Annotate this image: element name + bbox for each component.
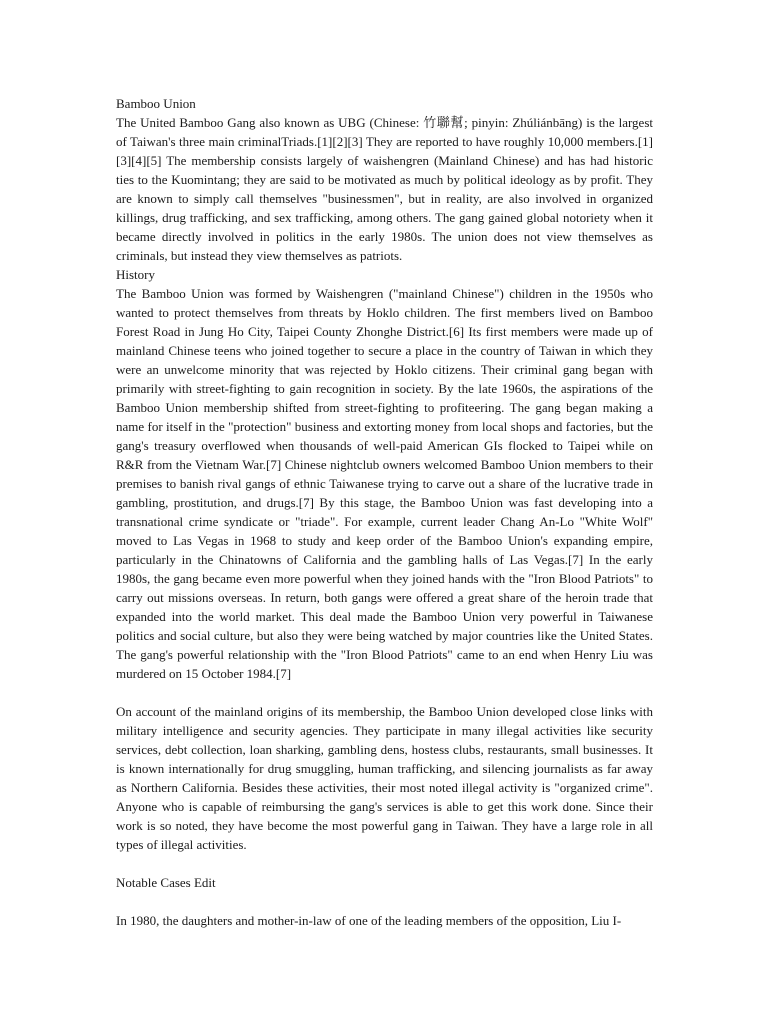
notable-cases-paragraph: In 1980, the daughters and mother-in-law of one of the leading members of the opposition, Liu I- [116,913,622,928]
paragraph-spacer [116,892,653,911]
document-title: Bamboo Union [116,96,196,111]
notable-cases-heading: Notable Cases Edit [116,875,216,890]
document-page [116,94,653,930]
activities-paragraph: On account of the mainland origins of its membership, the Bamboo Union developed close links with military intelligence and security agencies. They participate in many illegal activities like security services, debt collection, loan sharking, gambling dens, hostess clubs, restaurants, small businesses. It is known internationally for drug smuggling, human trafficking, and silencing journalists as far away as Northern California. Besides these activities, their most noted illegal activity is "organized crime". Anyone who is capable of reimbursing the gang's services is able to get this work done. Since their work is so noted, they have become the most powerful gang in Taiwan. They have a large role in all types of illegal activities. [116,704,653,852]
paragraph-spacer [116,683,653,702]
paragraph-spacer [116,854,653,873]
history-heading: History [116,267,155,282]
intro-paragraph: The United Bamboo Gang also known as UBG (Chinese: 竹聯幫; pinyin: Zhúliánbāng) is the largest of Taiwan's three main criminalTriads.[1][2][3] They are reported to have roughly 10,000 members.[1][3][4][5] The membership consists largely of waishengren (Mainland Chinese) and has had historic ties to the Kuomintang; they are said to be motivated as much by political ideology as by profit. They are known to simply call themselves "businessmen", but in reality, are also involved in organized killings, drug trafficking, and sex trafficking, among others. The gang gained global notoriety when it became directly involved in politics in the early 1980s. The union does not view themselves as criminals, but instead they view themselves as patriots. [116,115,653,263]
history-paragraph: The Bamboo Union was formed by Waishengren ("mainland Chinese") children in the 1950s who wanted to protect themselves from threats by Hoklo children. The first members lived on Bamboo Forest Road in Jung Ho City, Taipei County Zhonghe District.[6] Its first members were made up of mainland Chinese teens who joined together to secure a place in the country of Taiwan in which they were an unwelcome minority that was rejected by Hoklo citizens. Their criminal gang began with primarily with street-fighting to gain recognition in society. By the late 1960s, the aspirations of the Bamboo Union membership shifted from street-fighting to profiteering. The gang began making a name for itself in the "protection" business and extorting money from local shops and factories, but the gang's treasury overflowed when thousands of well-paid American GIs flocked to Taipei while on R&R from the Vietnam War.[7] Chinese nightclub owners welcomed Bamboo Union members to their premises to banish rival gangs of ethnic Taiwanese trying to carve out a share of the lucrative trade in gambling, prostitution, and drugs.[7] By this stage, the Bamboo Union was fast developing into a transnational crime syndicate or "triade". For example, current leader Chang An-Lo "White Wolf" moved to Las Vegas in 1968 to study and keep order of the Bamboo Union's expanding empire, particularly in the Chinatowns of California and the gambling halls of Las Vegas.[7] In the early 1980s, the gang became even more powerful when they joined hands with the "Iron Blood Patriots" to carry out missions overseas. In return, both gangs were offered a great share of the heroin trade that expanded into the world market. This deal made the Bamboo Union very powerful in Taiwanese politics and social culture, but also they were being watched by major countries like the United States. The gang's powerful relationship with the "Iron Blood Patriots" came to an end when Henry Liu was murdered on 15 October 1984.[7] [116,286,653,681]
